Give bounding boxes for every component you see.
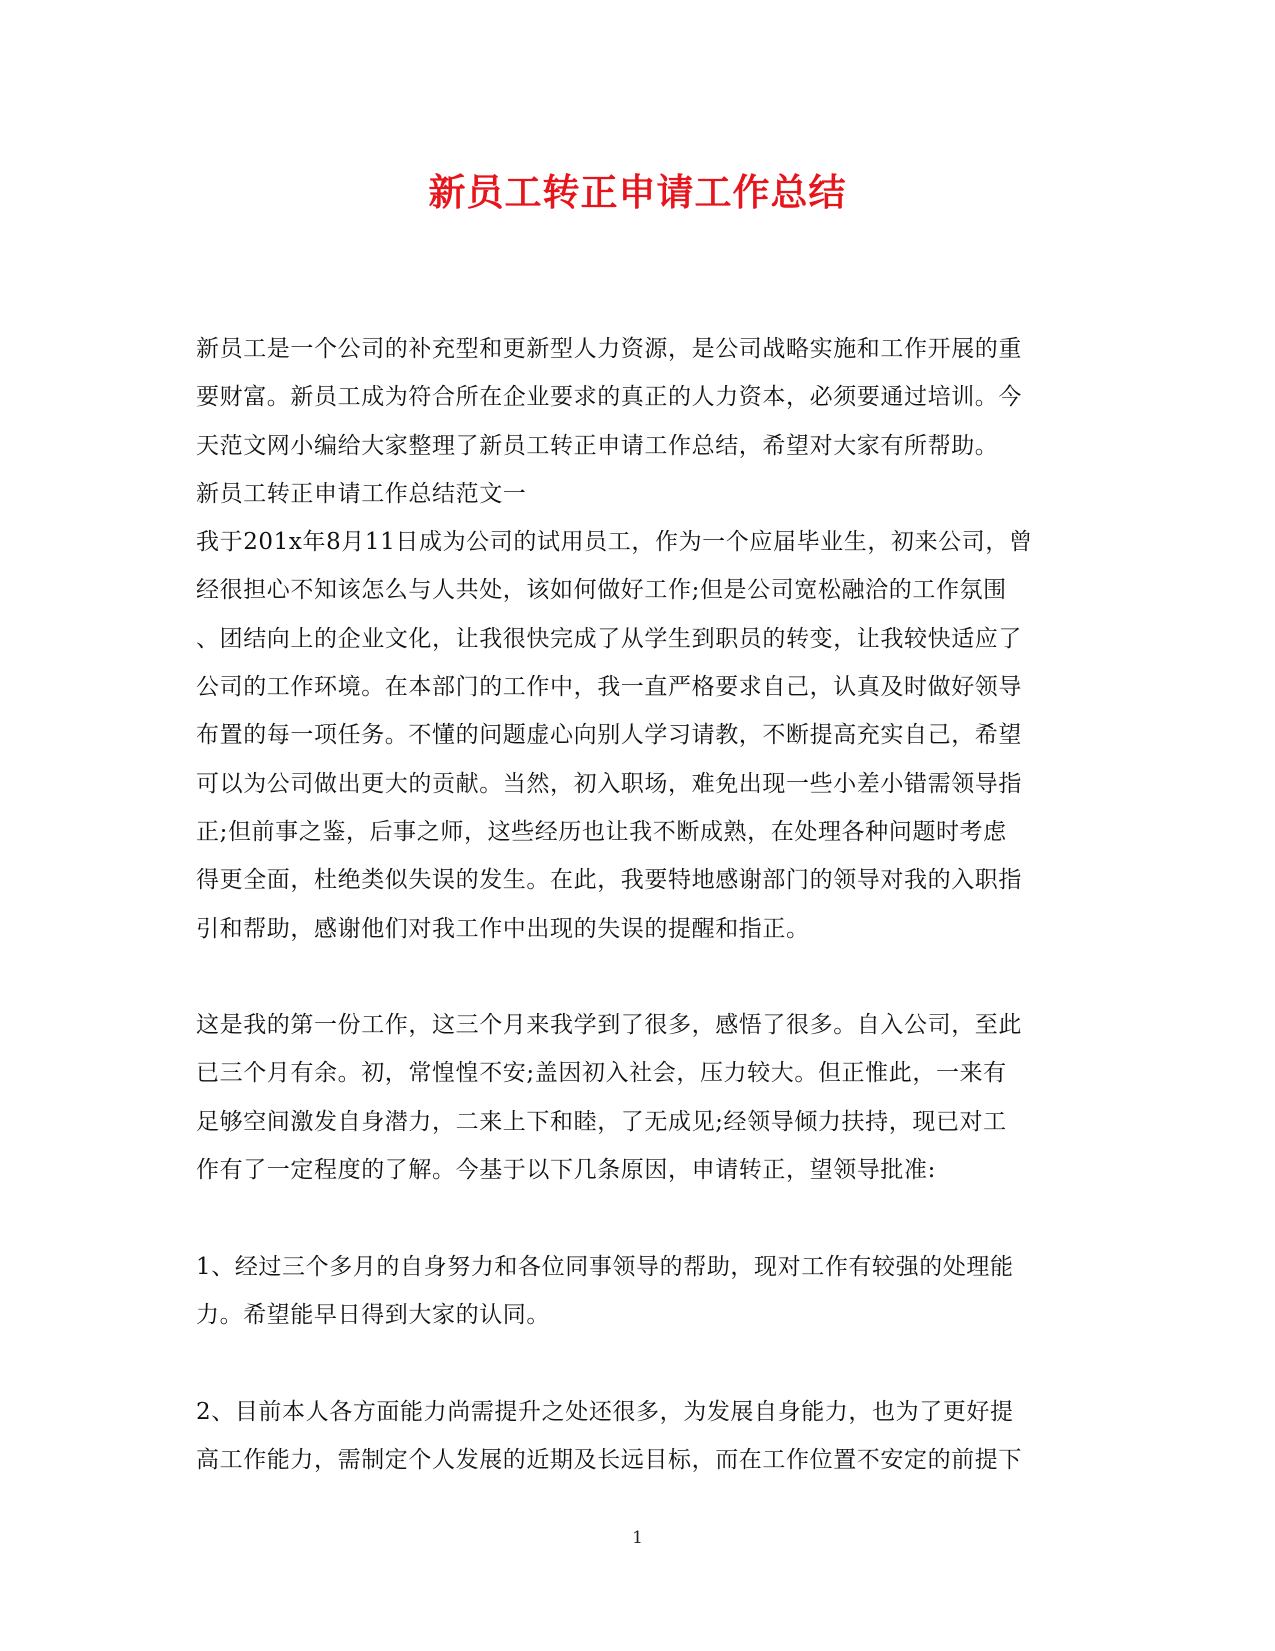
paragraph-1-line-6: 可以为公司做出更大的贡献。当然，初入职场，难免出现一些小差小错需领导指	[196, 770, 1022, 797]
paragraph-1-line-9: 引和帮助，感谢他们对我工作中出现的失误的提醒和指正。	[196, 915, 810, 942]
document-body	[196, 325, 1076, 1484]
list-item-1-line-2: 力。希望能早日得到大家的认同。	[196, 1301, 550, 1328]
paragraph-1-line-3: 、团结向上的企业文化，让我很快完成了从学生到职员的转变，让我较快适应了	[196, 625, 1022, 652]
paragraph-1-line-4: 公司的工作环境。在本部门的工作中，我一直严格要求自己，认真及时做好领导	[196, 674, 1022, 701]
paragraph-1-line-5: 布置的每一项任务。不懂的问题虚心向别人学习请教，不断提高充实自己，希望	[196, 722, 1022, 749]
paragraph-2-line-3: 足够空间激发自身潜力，二来上下和睦，了无成见;经领导倾力扶持，现已对工	[196, 1108, 1007, 1135]
paragraph-spacer	[196, 1339, 1076, 1387]
intro-line-1: 新员工是一个公司的补充型和更新型人力资源，是公司战略实施和工作开展的重	[196, 336, 1022, 362]
list-item-2-line-2: 高工作能力，需制定个人发展的近期及长远目标，而在工作位置不安定的前提下	[196, 1446, 1022, 1473]
intro-line-2: 要财富。新员工成为符合所在企业要求的真正的人力资本，必须要通过培训。今	[196, 384, 1022, 411]
intro-line-3: 天范文网小编给大家整理了新员工转正申请工作总结，希望对大家有所帮助。	[196, 432, 999, 459]
paragraph-1-line-1: 我于201x年8月11日成为公司的试用员工，作为一个应届毕业生，初来公司，曾	[196, 529, 1033, 556]
paragraph-2-line-1: 这是我的第一份工作，这三个月来我学到了很多，感悟了很多。自入公司，至此	[196, 1012, 1022, 1039]
section-heading: 新员工转正申请工作总结范文一	[196, 480, 527, 507]
paragraph-spacer	[196, 953, 1076, 1001]
paragraph-1-line-2: 经很担心不知该怎么与人共处，该如何做好工作;但是公司宽松融洽的工作氛围	[196, 577, 1007, 604]
list-item-2-line-1: 2、目前本人各方面能力尚需提升之处还很多，为发展自身能力，也为了更好提	[196, 1398, 1014, 1425]
paragraph-1-line-7: 正;但前事之鉴，后事之师，这些经历也让我不断成熟，在处理各种问题时考虑	[196, 818, 1007, 845]
paragraph-spacer	[196, 1194, 1076, 1242]
list-item-1-line-1: 1、经过三个多月的自身努力和各位同事领导的帮助，现对工作有较强的处理能	[196, 1253, 1014, 1280]
paragraph-1-line-8: 得更全面，杜绝类似失误的发生。在此，我要特地感谢部门的领导对我的入职指	[196, 867, 1022, 894]
paragraph-2-line-4: 作有了一定程度的了解。今基于以下几条原因，申请转正，望领导批准:	[196, 1157, 936, 1184]
document-title: 新员工转正申请工作总结	[428, 170, 847, 214]
paragraph-2-line-2: 已三个月有余。初，常惶惶不安;盖因初入社会，压力较大。但正惟此，一来有	[196, 1060, 1007, 1087]
page-number: 1	[632, 1528, 643, 1548]
